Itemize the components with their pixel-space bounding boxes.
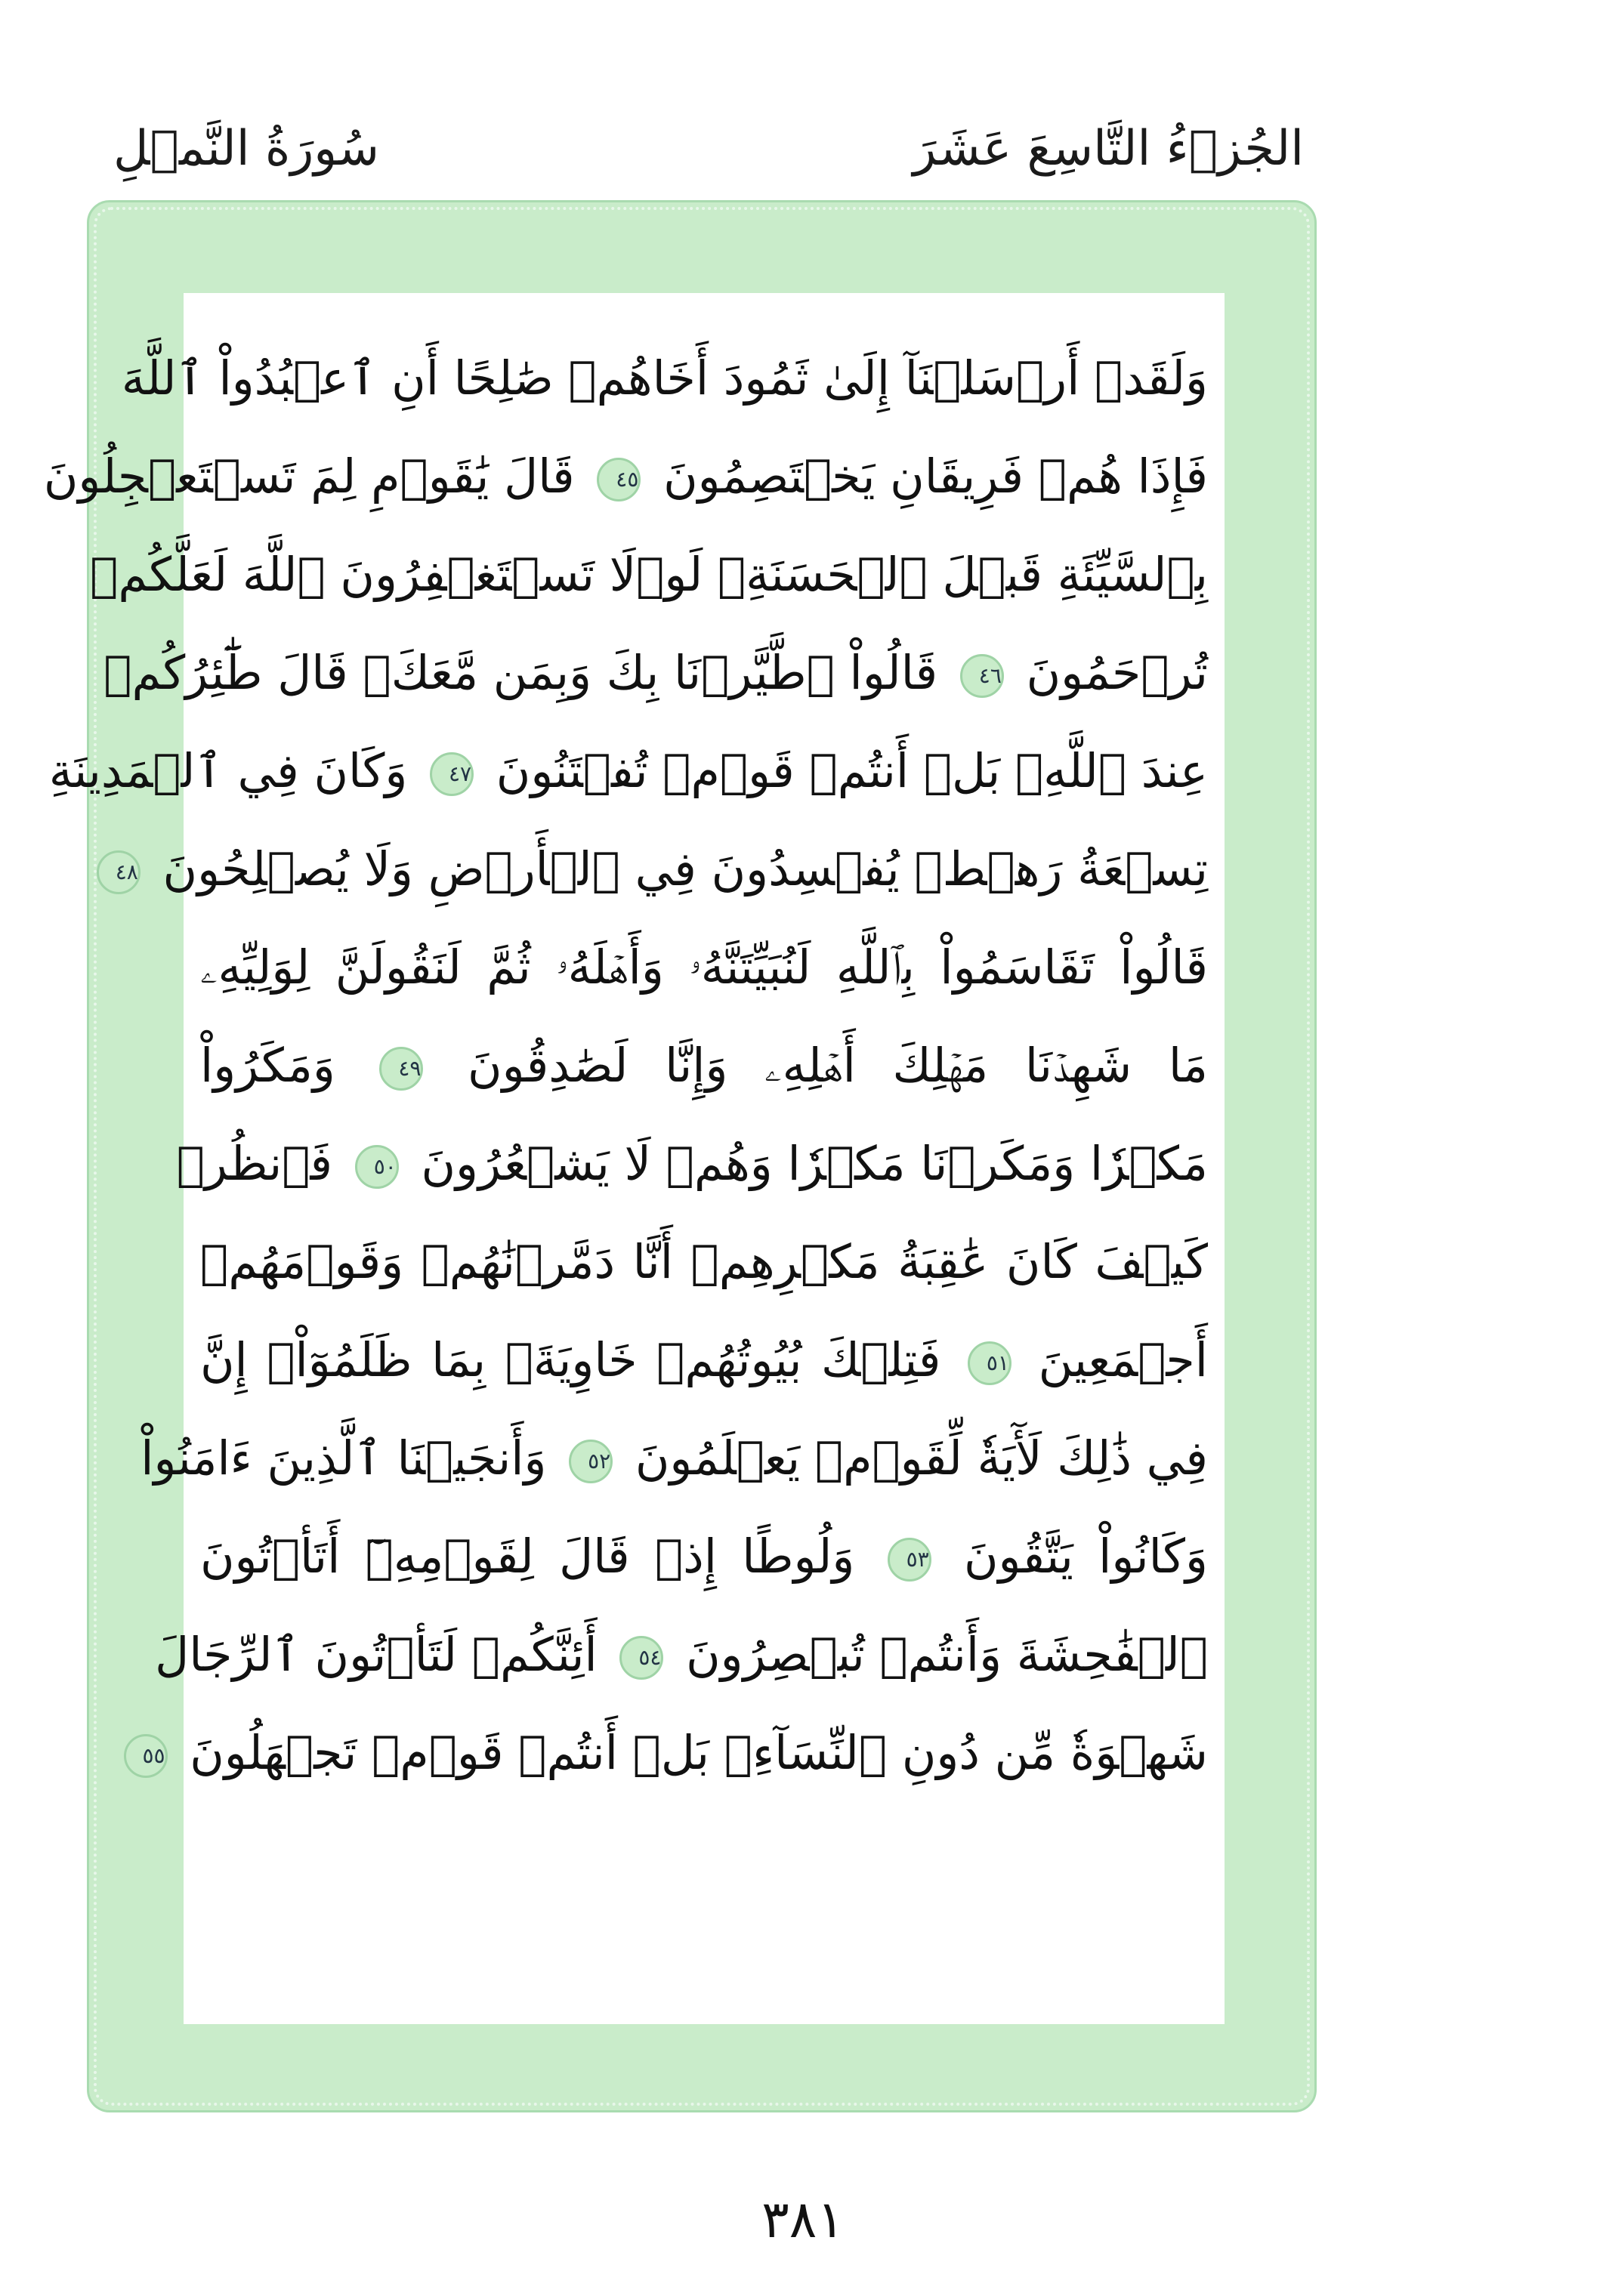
ayah-number-marker: ٤٥ — [597, 458, 641, 501]
verse-text: قَالَ يَٰقَوۡمِ لِمَ تَسۡتَعۡجِلُونَ — [43, 449, 575, 504]
verse-text: وَكَانَ فِي ٱلۡمَدِينَةِ — [48, 743, 408, 798]
text-line — [90, 526, 1208, 624]
ayah-number-marker: ٤٨ — [97, 850, 141, 894]
quran-text-panel — [43, 293, 1225, 2024]
verse-text: عِندَ ٱللَّهِۖ بَلۡ أَنتُمۡ قَوۡمٞ تُفۡتَنُونَ — [496, 743, 1208, 798]
verse-text: شَهۡوَةٗ مِّن دُونِ ٱلنِّسَآءِۚ بَلۡ أَنتُمۡ قَوۡمٞ تَجۡهَلُونَ — [190, 1725, 1208, 1780]
page-number: ٣٨١ — [761, 2190, 845, 2250]
text-line — [200, 1311, 1208, 1409]
verse-text: بِٱلسَّيِّئَةِ قَبۡلَ ٱلۡحَسَنَةِۖ لَوۡلَا تَسۡتَغۡفِرُونَ ٱللَّهَ لَعَلَّكُمۡ — [90, 547, 1208, 602]
verse-text: فَٱنظُرۡ — [176, 1136, 333, 1191]
ayah-number-marker: ٥٣ — [888, 1538, 931, 1582]
surah-name-header: سُورَةُ النَّمۡلِ — [113, 121, 379, 177]
ayah-number-marker: ٥٤ — [619, 1636, 663, 1680]
text-line — [103, 624, 1208, 722]
verse-text: وَلَقَدۡ أَرۡسَلۡنَآ إِلَىٰ ثَمُودَ أَخَاهُمۡ صَٰلِحًا أَنِ ٱعۡبُدُواْ ٱللَّهَ — [121, 350, 1208, 406]
text-line — [155, 1606, 1208, 1704]
verse-text: فِي ذَٰلِكَ لَأٓيَةٗ لِّقَوۡمٖ يَعۡلَمُونَ — [635, 1430, 1208, 1486]
verse-text: قَالُواْ تَقَاسَمُواْ بِٱللَّهِ لَنُبَيِّتَنَّهُۥ وَأَهۡلَهُۥ ثُمَّ لَنَقُولَنَّ لِوَلِيِّهِۦ — [200, 940, 1208, 995]
verse-text: أَجۡمَعِينَ — [1038, 1332, 1208, 1387]
ayah-number-marker: ٥١ — [968, 1341, 1011, 1385]
ayah-number-marker: ٤٦ — [960, 654, 1004, 698]
verse-text: ٱلۡفَٰحِشَةَ وَأَنتُمۡ تُبۡصِرُونَ — [686, 1627, 1208, 1682]
text-line — [115, 820, 1208, 918]
page-frame — [43, 200, 1317, 2112]
text-line — [121, 329, 1208, 427]
ayah-number-marker: ٤٧ — [430, 752, 474, 796]
verse-text: قَالُواْ ٱطَّيَّرۡنَا بِكَ وَبِمَن مَّعَكَۚ قَالَ طَٰٓئِرُكُمۡ — [103, 645, 938, 700]
verse-text: وَكَانُواْ يَتَّقُونَ — [963, 1529, 1208, 1584]
verse-text: تُرۡحَمُونَ — [1026, 645, 1208, 700]
text-line — [142, 1704, 1208, 1802]
ayah-number-marker: ٥٠ — [355, 1145, 399, 1189]
verse-text: فَإِذَا هُمۡ فَرِيقَانِ يَخۡتَصِمُونَ — [663, 449, 1208, 504]
text-line — [141, 1409, 1208, 1508]
verse-text: تِسۡعَةُ رَهۡطٖ يُفۡسِدُونَ فِي ٱلۡأَرۡضِ وَلَا يُصۡلِحُونَ — [162, 841, 1208, 896]
verse-text: مَا شَهِدۡنَا مَهۡلِكَ أَهۡلِهِۦ وَإِنَّا لَصَٰدِقُونَ — [468, 1038, 1208, 1093]
ayah-number-marker: ٤٩ — [379, 1047, 423, 1091]
verse-text: فَتِلۡكَ بُيُوتُهُمۡ خَاوِيَةَۢ بِمَا ظَلَمُوٓاْۚ إِنَّ — [200, 1332, 941, 1387]
juz-name-header: الجُزۡءُ التَّاسِعَ عَشَرَ — [913, 121, 1304, 177]
ayah-number-marker: ٥٢ — [569, 1440, 613, 1483]
text-line — [200, 918, 1208, 1017]
verse-text: وَمَكَرُواْ — [200, 1038, 335, 1093]
verse-text: كَيۡفَ كَانَ عَٰقِبَةُ مَكۡرِهِمۡ أَنَّا دَمَّرۡنَٰهُمۡ وَقَوۡمَهُمۡ — [200, 1234, 1208, 1289]
text-line — [176, 1115, 1208, 1213]
text-line — [48, 722, 1208, 820]
text-line — [200, 1508, 1208, 1606]
verse-text: وَأَنجَيۡنَا ٱلَّذِينَ ءَامَنُواْ — [141, 1430, 547, 1486]
verse-text: أَئِنَّكُمۡ لَتَأۡتُونَ ٱلرِّجَالَ — [155, 1627, 598, 1682]
text-line — [43, 427, 1208, 526]
text-line — [200, 1017, 1208, 1115]
text-line — [200, 1213, 1208, 1311]
verse-text: وَلُوطًا إِذۡ قَالَ لِقَوۡمِهِۦٓ أَتَأۡتُونَ — [200, 1529, 855, 1584]
ayah-number-marker: ٥٥ — [124, 1734, 168, 1778]
verse-text: مَكۡرٗا وَمَكَرۡنَا مَكۡرٗا وَهُمۡ لَا يَشۡعُرُونَ — [421, 1136, 1208, 1191]
